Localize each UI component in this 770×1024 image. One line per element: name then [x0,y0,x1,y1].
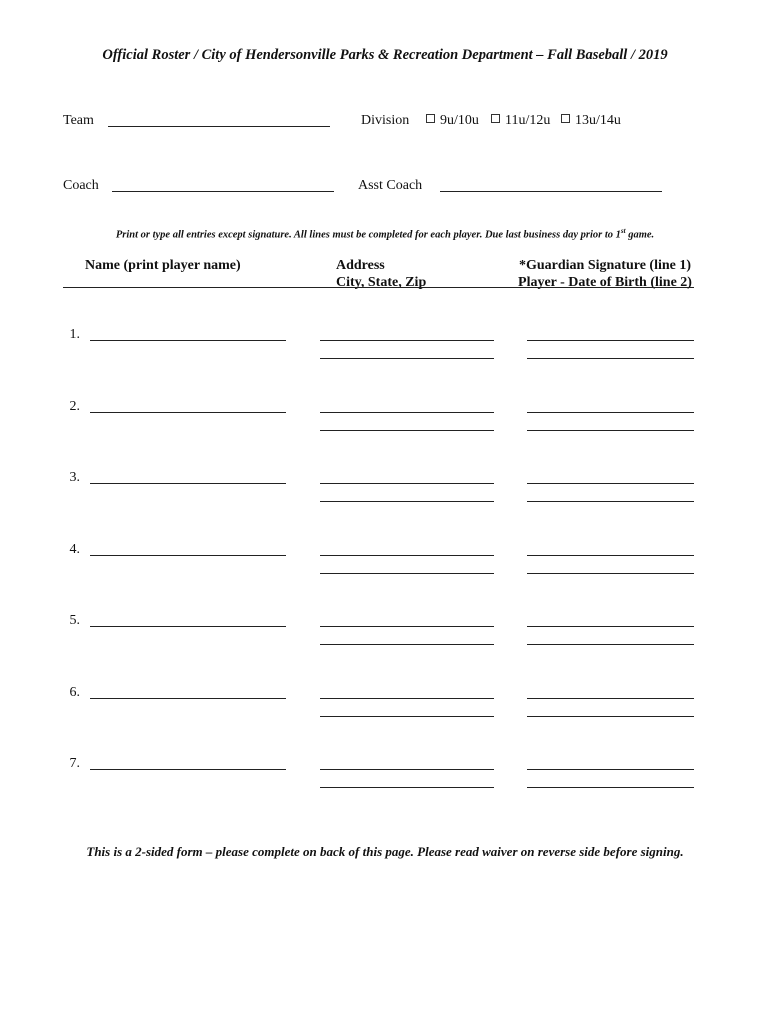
division-option-label: 13u/14u [575,113,621,128]
division-option-13u14u[interactable] [561,113,621,129]
column-header-guardian [516,257,694,291]
coach-field[interactable] [112,191,334,192]
instructions-superscript: st [620,227,626,235]
row-number: 7. [69,756,80,771]
instructions [0,227,770,241]
checkbox[interactable] [561,114,570,123]
player-dob-field[interactable] [527,716,694,717]
address-field[interactable] [320,769,494,770]
guardian-signature-field[interactable] [527,698,694,699]
footer-note: This is a 2-sided form – please complete on back of this page. Please read waiver on reverse side before signing. [86,844,684,859]
guardian-signature-field[interactable] [527,340,694,341]
column-header-address-line2: City, State, Zip [336,275,427,290]
player-name-field[interactable] [90,412,286,413]
player-dob-field[interactable] [527,430,694,431]
coach-label: Coach [63,178,99,193]
guardian-signature-field[interactable] [527,626,694,627]
address-field[interactable] [320,483,494,484]
player-name-field[interactable] [90,698,286,699]
guardian-signature-field[interactable] [527,769,694,770]
column-header-address-line1: Address [336,258,385,273]
asst-coach-label: Asst Coach [358,178,423,193]
guardian-signature-field[interactable] [527,555,694,556]
player-dob-field[interactable] [527,644,694,645]
city-state-zip-field[interactable] [320,501,494,502]
address-field[interactable] [320,412,494,413]
player-name-field[interactable] [90,769,286,770]
address-field[interactable] [320,626,494,627]
player-dob-field[interactable] [527,573,694,574]
player-name-field[interactable] [90,555,286,556]
city-state-zip-field[interactable] [320,573,494,574]
address-field[interactable] [320,698,494,699]
player-name-field[interactable] [90,626,286,627]
address-field[interactable] [320,340,494,341]
player-name-field[interactable] [90,340,286,341]
division-option-9u10u[interactable] [426,113,479,129]
player-dob-field[interactable] [527,787,694,788]
city-state-zip-field[interactable] [320,430,494,431]
column-header-name: Name (print player name) [85,258,241,273]
city-state-zip-field[interactable] [320,787,494,788]
page-title: Official Roster / City of Hendersonville Parks & Recreation Department – Fall Baseball / 2019 [102,47,668,63]
division-option-11u12u[interactable] [491,113,550,129]
division-label: Division [361,113,410,128]
row-number: 5. [69,613,80,628]
division-option-label: 11u/12u [505,113,551,128]
header-divider [63,287,694,288]
column-header-guardian-line2: Player - Date of Birth (line 2) [518,275,692,290]
column-header-guardian-line1: *Guardian Signature (line 1) [518,258,692,273]
row-number: 1. [69,327,80,342]
division-option-label: 9u/10u [440,113,479,128]
row-number: 6. [69,685,80,700]
city-state-zip-field[interactable] [320,716,494,717]
guardian-signature-field[interactable] [527,483,694,484]
address-field[interactable] [320,555,494,556]
player-dob-field[interactable] [527,358,694,359]
asst-coach-field[interactable] [440,191,662,192]
player-dob-field[interactable] [527,501,694,502]
column-header-address [336,257,426,291]
city-state-zip-field[interactable] [320,358,494,359]
checkbox[interactable] [426,114,435,123]
row-number: 4. [69,542,80,557]
guardian-signature-field[interactable] [527,412,694,413]
row-number: 2. [69,399,80,414]
instructions-text: Print or type all entries except signature. All lines must be completed for each player. Due last business day prior to 1 [115,229,621,241]
checkbox[interactable] [491,114,500,123]
team-field[interactable] [108,126,330,127]
team-label: Team [63,113,94,128]
instructions-end: game. [625,229,655,241]
player-name-field[interactable] [90,483,286,484]
row-number: 3. [69,470,80,485]
city-state-zip-field[interactable] [320,644,494,645]
